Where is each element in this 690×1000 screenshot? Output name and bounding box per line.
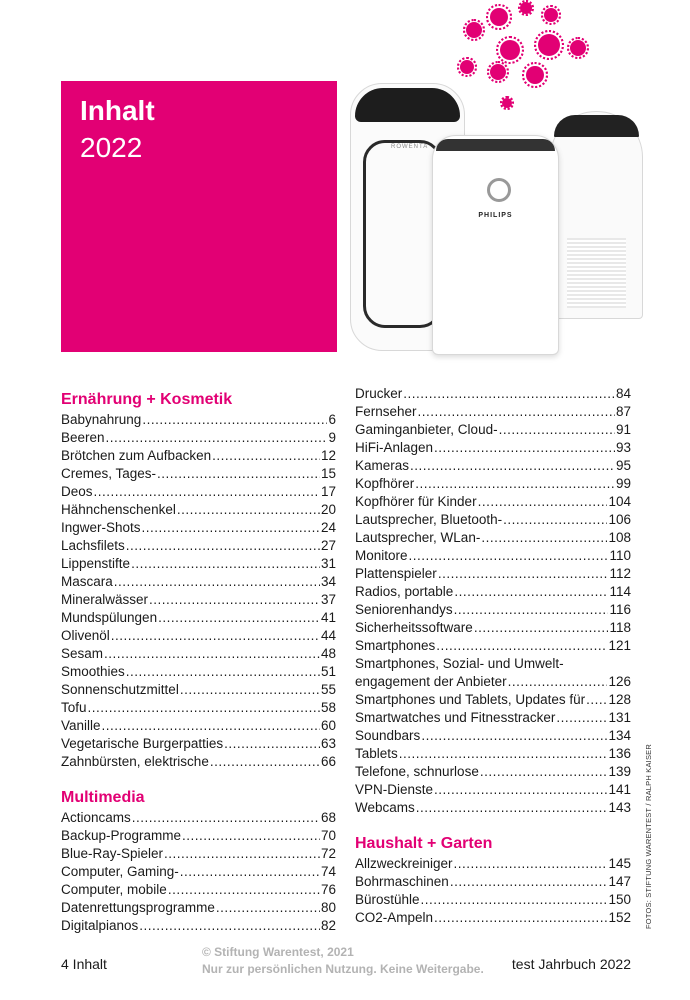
toc-entry-label: Smartphones xyxy=(355,638,436,653)
toc-entry[interactable] xyxy=(61,735,336,753)
toc-page-number: 55 xyxy=(320,682,336,697)
dot-leader xyxy=(88,699,320,717)
toc-entry[interactable] xyxy=(355,891,631,909)
virus-icon xyxy=(500,40,520,60)
toc-page-number: 121 xyxy=(608,638,631,653)
toc-entry[interactable] xyxy=(355,745,631,763)
toc-page-number: 76 xyxy=(320,882,336,897)
toc-entry[interactable] xyxy=(61,681,336,699)
dot-leader xyxy=(114,573,320,591)
dot-leader xyxy=(168,881,320,899)
dot-leader xyxy=(434,439,615,457)
sensor-icon xyxy=(487,178,511,202)
toc-entry[interactable] xyxy=(61,863,336,881)
toc-page-number: 82 xyxy=(320,918,336,933)
toc-entry[interactable] xyxy=(61,627,336,645)
dot-leader xyxy=(418,403,615,421)
toc-page-number: 106 xyxy=(608,512,631,527)
dot-leader xyxy=(416,799,608,817)
dot-leader xyxy=(158,609,320,627)
toc-page-number: 74 xyxy=(320,864,336,879)
toc-entry-label: Mascara xyxy=(61,574,113,589)
toc-entry[interactable] xyxy=(355,547,631,565)
toc-entry[interactable] xyxy=(61,699,336,717)
toc-entry-label: Sonnenschutzmittel xyxy=(61,682,179,697)
brand-label: PHILIPS xyxy=(478,212,513,219)
toc-entry[interactable] xyxy=(61,591,336,609)
toc-entry-label: HiFi-Anlagen xyxy=(355,440,434,455)
dot-leader xyxy=(180,681,320,699)
toc-page-number: 141 xyxy=(608,782,631,797)
dot-leader xyxy=(409,547,609,565)
section-heading: Haushalt + Garten xyxy=(355,835,493,852)
dot-leader xyxy=(438,565,609,583)
toc-entry-label: Tablets xyxy=(355,746,398,761)
toc-entry-label: Webcams xyxy=(355,800,415,815)
toc-page-number: 93 xyxy=(615,440,631,455)
toc-page-number: 84 xyxy=(615,386,631,401)
toc-entry-label: Beeren xyxy=(61,430,105,445)
toc-entry-label: Actioncams xyxy=(61,810,131,825)
toc-entry-label: Gaminganbieter, Cloud- xyxy=(355,422,498,437)
watermark xyxy=(202,944,484,978)
toc-entry-label: Cremes, Tages- xyxy=(61,466,157,481)
toc-entry-label: Blue-Ray-Spieler xyxy=(61,846,164,861)
dot-leader xyxy=(454,855,608,873)
dot-leader xyxy=(224,735,320,753)
toc-entry-label: Kameras xyxy=(355,458,410,473)
purifier-grille xyxy=(567,238,626,308)
toc-entry[interactable] xyxy=(355,475,631,493)
toc-page-number: 15 xyxy=(320,466,336,481)
dot-leader xyxy=(556,709,607,727)
virus-icon xyxy=(544,8,558,22)
toc-entry-label: engagement der Anbieter xyxy=(355,674,507,689)
dot-leader xyxy=(182,827,320,845)
toc-entry-label: Lippenstifte xyxy=(61,556,131,571)
toc-page-number: 104 xyxy=(608,494,631,509)
toc-entry[interactable] xyxy=(61,717,336,735)
toc-entry-label: Seniorenhandys xyxy=(355,602,453,617)
toc-page-number: 24 xyxy=(320,520,336,535)
dot-leader xyxy=(436,637,607,655)
footer-publication: test Jahrbuch 2022 xyxy=(511,956,631,972)
toc-page-number: 110 xyxy=(609,548,631,563)
dot-leader xyxy=(434,909,607,927)
dot-leader xyxy=(139,917,320,935)
toc-page-number: 37 xyxy=(320,592,336,607)
toc-entry-label: Mineralwässer xyxy=(61,592,149,607)
toc-entry[interactable] xyxy=(61,537,336,555)
toc-entry[interactable] xyxy=(355,529,631,547)
toc-page-number: 12 xyxy=(320,448,336,463)
toc-entry-label: Computer, Gaming- xyxy=(61,864,179,879)
toc-entry[interactable] xyxy=(61,573,336,591)
toc-entry-label: Datenrettungsprogramme xyxy=(61,900,215,915)
dot-leader xyxy=(210,753,320,771)
toc-entry-label: Hähnchenschenkel xyxy=(61,502,176,517)
toc-entry[interactable] xyxy=(61,753,336,771)
toc-entry-label: Computer, mobile xyxy=(61,882,167,897)
toc-page-number: 126 xyxy=(608,674,631,689)
dot-leader xyxy=(480,763,608,781)
toc-page-number: 51 xyxy=(320,664,336,679)
virus-icon xyxy=(490,8,508,26)
footer-page-label: 4 Inhalt xyxy=(61,956,107,972)
toc-entry[interactable] xyxy=(355,565,631,583)
toc-entry-label: Backup-Programme xyxy=(61,828,182,843)
toc-page-number: 31 xyxy=(320,556,336,571)
dot-leader xyxy=(415,475,615,493)
toc-entry-label: Brötchen zum Aufbacken xyxy=(61,448,212,463)
toc-entry[interactable] xyxy=(355,457,631,475)
dot-leader xyxy=(111,627,320,645)
toc-entry[interactable] xyxy=(61,411,336,429)
toc-entry-label: Olivenöl xyxy=(61,628,110,643)
dot-leader xyxy=(149,591,320,609)
dot-leader xyxy=(421,727,607,745)
dot-leader xyxy=(212,447,320,465)
toc-entry-label: Bürostühle xyxy=(355,892,420,907)
toc-page-number: 58 xyxy=(320,700,336,715)
photo-credit: FOTOS: STIFTUNG WARENTEST / RALPH KAISER xyxy=(644,744,653,929)
toc-page-number: 95 xyxy=(615,458,631,473)
toc-entry-label: Kopfhörer xyxy=(355,476,415,491)
control-panel xyxy=(355,88,460,122)
toc-entry-label: Tofu xyxy=(61,700,87,715)
toc-page-number: 147 xyxy=(608,874,631,889)
toc-entry-label: Kopfhörer für Kinder xyxy=(355,494,477,509)
toc-entry[interactable] xyxy=(355,421,631,439)
toc-entry-label: Vanille xyxy=(61,718,101,733)
dot-leader xyxy=(104,645,320,663)
toc-entry-label: VPN-Dienste xyxy=(355,782,434,797)
toc-entry-label: Sicherheitssoftware xyxy=(355,620,473,635)
toc-entry[interactable] xyxy=(355,709,631,727)
toc-page-number: 60 xyxy=(320,718,336,733)
toc-entry[interactable] xyxy=(61,465,336,483)
dot-leader xyxy=(126,537,320,555)
toc-left-column xyxy=(61,385,336,935)
dot-leader xyxy=(132,809,320,827)
watermark-line: Nur zur persönlichen Nutzung. Keine Weitergabe. xyxy=(202,962,484,976)
toc-entry[interactable] xyxy=(355,493,631,511)
toc-entry-label: Smoothies xyxy=(61,664,125,679)
dot-leader xyxy=(454,583,608,601)
dot-leader xyxy=(142,519,320,537)
dot-leader xyxy=(131,555,320,573)
toc-page-number: 27 xyxy=(320,538,336,553)
toc-page-number: 114 xyxy=(609,584,631,599)
dot-leader xyxy=(403,385,615,403)
section-heading: Ernährung + Kosmetik xyxy=(61,391,233,408)
toc-entry[interactable] xyxy=(355,637,631,655)
dot-leader xyxy=(454,601,609,619)
dot-leader xyxy=(180,863,320,881)
toc-page-number: 131 xyxy=(608,710,631,725)
toc-entry-label: Zahnbürsten, elektrische xyxy=(61,754,209,769)
toc-entry-label: Monitore xyxy=(355,548,408,563)
virus-icon xyxy=(538,34,560,56)
toc-entry[interactable] xyxy=(61,519,336,537)
toc-entry[interactable] xyxy=(355,873,631,891)
toc-entry-label: Smartphones und Tablets, Updates für xyxy=(355,692,586,707)
toc-entry[interactable] xyxy=(355,439,631,457)
toc-page-number: 80 xyxy=(320,900,336,915)
toc-page-number: 99 xyxy=(615,476,631,491)
toc-entry-label: Fernseher xyxy=(355,404,417,419)
toc-entry-label: Babynahrung xyxy=(61,412,142,427)
dot-leader xyxy=(102,717,320,735)
toc-page-number: 91 xyxy=(615,422,631,437)
page-title: Inhalt xyxy=(80,95,155,126)
toc-page-number: 72 xyxy=(320,846,336,861)
dot-leader xyxy=(450,873,608,891)
toc-entry[interactable] xyxy=(61,645,336,663)
virus-icon xyxy=(570,40,586,56)
toc-page-number: 20 xyxy=(320,502,336,517)
toc-entry[interactable] xyxy=(61,555,336,573)
dot-leader xyxy=(434,781,607,799)
toc-page-number: 48 xyxy=(320,646,336,661)
purifier-top xyxy=(554,115,639,137)
dot-leader xyxy=(421,891,608,909)
toc-entry-label: Smartphones, Sozial- und Umwelt- xyxy=(355,656,564,671)
dot-leader xyxy=(106,429,328,447)
toc-page-number: 34 xyxy=(320,574,336,589)
toc-page-number: 152 xyxy=(608,910,631,925)
toc-entry[interactable] xyxy=(61,809,336,827)
toc-entry-label: Soundbars xyxy=(355,728,421,743)
toc-entry-label: Bohrmaschinen xyxy=(355,874,449,889)
toc-entry-label: CO2-Ampeln xyxy=(355,910,434,925)
watermark-line: © Stiftung Warentest, 2021 xyxy=(202,945,354,959)
toc-entry[interactable] xyxy=(355,855,631,873)
toc-entry[interactable] xyxy=(61,881,336,899)
dot-leader xyxy=(474,619,609,637)
toc-page-number: 112 xyxy=(609,566,631,581)
dot-leader xyxy=(399,745,608,763)
brand-label: ROWENTA xyxy=(391,144,429,150)
toc-page-number: 150 xyxy=(608,892,631,907)
dot-leader xyxy=(508,673,608,691)
section-heading: Multimedia xyxy=(61,789,145,806)
dot-leader xyxy=(164,845,320,863)
toc-entry[interactable] xyxy=(61,447,336,465)
toc-entry[interactable] xyxy=(355,403,631,421)
toc-right-column xyxy=(355,385,631,927)
toc-page-number: 139 xyxy=(608,764,631,779)
toc-entry[interactable] xyxy=(355,619,631,637)
toc-entry-label: Sesam xyxy=(61,646,104,661)
toc-entry-label: Lautsprecher, Bluetooth- xyxy=(355,512,503,527)
toc-entry[interactable] xyxy=(61,845,336,863)
toc-page-number: 6 xyxy=(328,412,336,427)
dot-leader xyxy=(142,411,327,429)
toc-page-number: 128 xyxy=(608,692,631,707)
toc-page-number: 68 xyxy=(320,810,336,825)
toc-entry[interactable] xyxy=(61,483,336,501)
toc-entry[interactable] xyxy=(355,763,631,781)
toc-page-number: 118 xyxy=(609,620,631,635)
toc-page-number: 108 xyxy=(608,530,631,545)
toc-entry[interactable] xyxy=(355,511,631,529)
dot-leader xyxy=(177,501,320,519)
toc-entry-label: Lautsprecher, WLan- xyxy=(355,530,481,545)
air-purifier-round xyxy=(550,111,643,319)
toc-page-number: 134 xyxy=(608,728,631,743)
toc-entry[interactable] xyxy=(355,727,631,745)
product-photo xyxy=(345,78,645,363)
dot-leader xyxy=(94,483,320,501)
toc-page-number: 17 xyxy=(320,484,336,499)
dot-leader xyxy=(126,663,320,681)
toc-entry[interactable] xyxy=(355,385,631,403)
toc-entry[interactable] xyxy=(355,691,631,709)
virus-icon xyxy=(466,22,482,38)
toc-entry[interactable] xyxy=(61,429,336,447)
toc-entry[interactable] xyxy=(355,781,631,799)
toc-entry[interactable] xyxy=(61,663,336,681)
toc-entry-label: Radios, portable xyxy=(355,584,454,599)
dot-leader xyxy=(410,457,615,475)
toc-entry[interactable] xyxy=(355,655,631,673)
dot-leader xyxy=(478,493,608,511)
toc-page-number: 145 xyxy=(608,856,631,871)
virus-icon xyxy=(520,2,532,14)
toc-page-number: 116 xyxy=(609,602,631,617)
toc-entry-label: Ingwer-Shots xyxy=(61,520,141,535)
toc-entry-label: Digitalpianos xyxy=(61,918,139,933)
toc-page-number: 63 xyxy=(320,736,336,751)
toc-entry-label: Deos xyxy=(61,484,93,499)
toc-page-number: 87 xyxy=(615,404,631,419)
toc-entry-label: Allzweckreiniger xyxy=(355,856,453,871)
toc-page-number: 143 xyxy=(608,800,631,815)
toc-entry[interactable] xyxy=(355,601,631,619)
toc-entry[interactable] xyxy=(61,827,336,845)
air-purifier-philips xyxy=(432,135,559,355)
toc-page-number: 66 xyxy=(320,754,336,769)
toc-entry[interactable] xyxy=(61,899,336,917)
toc-entry-label: Lachsfilets xyxy=(61,538,125,553)
toc-entry-label: Mundspülungen xyxy=(61,610,158,625)
toc-page-number: 9 xyxy=(328,430,336,445)
page-year: 2022 xyxy=(80,132,143,163)
toc-entry[interactable] xyxy=(355,909,631,927)
toc-entry-label: Plattenspieler xyxy=(355,566,437,581)
toc-page-number: 44 xyxy=(320,628,336,643)
dot-leader xyxy=(216,899,320,917)
toc-page-number: 41 xyxy=(320,610,336,625)
title-box xyxy=(61,81,337,352)
toc-entry-label: Smartwatches und Fitnesstracker xyxy=(355,710,556,725)
purifier-frame xyxy=(363,140,442,328)
toc-entry-label: Telefone, schnurlose xyxy=(355,764,479,779)
toc-entry-label: Vegetarische Burgerpatties xyxy=(61,736,224,751)
dot-leader xyxy=(499,421,615,439)
toc-entry-label: Drucker xyxy=(355,386,403,401)
purifier-top xyxy=(436,139,555,151)
toc-entry[interactable] xyxy=(355,583,631,601)
dot-leader xyxy=(481,529,607,547)
toc-entry[interactable] xyxy=(61,609,336,627)
toc-entry[interactable] xyxy=(355,799,631,817)
toc-entry[interactable] xyxy=(61,501,336,519)
toc-entry[interactable] xyxy=(61,917,336,935)
dot-leader xyxy=(157,465,320,483)
toc-page-number: 136 xyxy=(608,746,631,761)
toc-entry[interactable] xyxy=(355,673,631,691)
virus-icon xyxy=(460,60,474,74)
dot-leader xyxy=(503,511,607,529)
dot-leader xyxy=(586,691,607,709)
toc-page-number: 70 xyxy=(320,828,336,843)
